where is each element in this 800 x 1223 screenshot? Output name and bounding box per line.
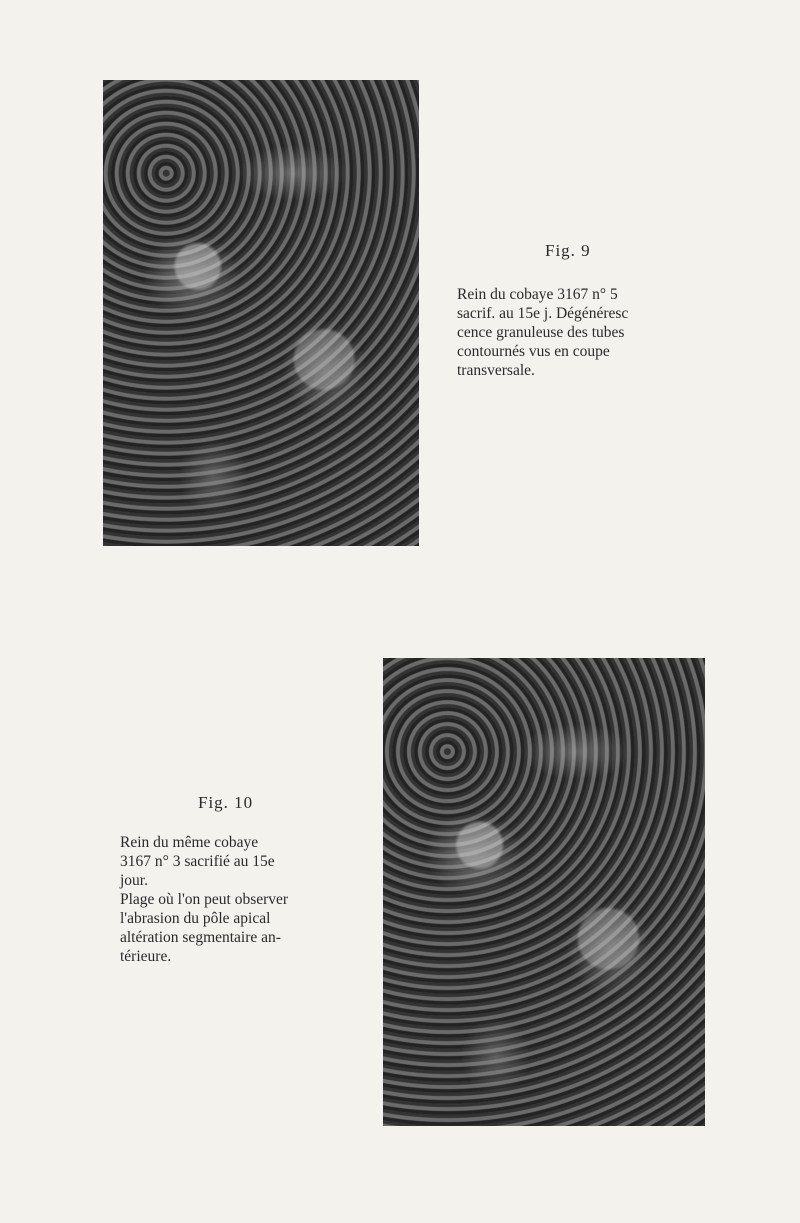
micrograph-fig-9 [103, 80, 419, 546]
caption-line: contournés vus en coupe [457, 343, 610, 360]
figure-9-caption [457, 285, 686, 380]
caption-line: altération segmentaire an- [120, 929, 281, 946]
caption-line: térieure. [120, 948, 172, 965]
caption-line: Rein du même cobaye [120, 834, 259, 851]
caption-line: cence granuleuse des tubes [457, 324, 625, 341]
figure-10-caption [120, 833, 358, 966]
caption-line: jour. [120, 872, 148, 889]
caption-line: sacrif. au 15e j. Dégénéresc [457, 305, 629, 322]
caption-line: 3167 n° 3 sacrifié au 15e [120, 853, 275, 870]
caption-line: l'abrasion du pôle apical [120, 910, 271, 927]
caption-line: transversale. [457, 362, 535, 379]
figure-10-label: Fig. 10 [198, 793, 254, 812]
caption-line: Rein du cobaye 3167 n° 5 [457, 286, 618, 303]
figure-9-label: Fig. 9 [545, 241, 591, 260]
micrograph-fig-10 [383, 658, 705, 1126]
caption-line: Plage où l'on peut observer [120, 891, 289, 908]
